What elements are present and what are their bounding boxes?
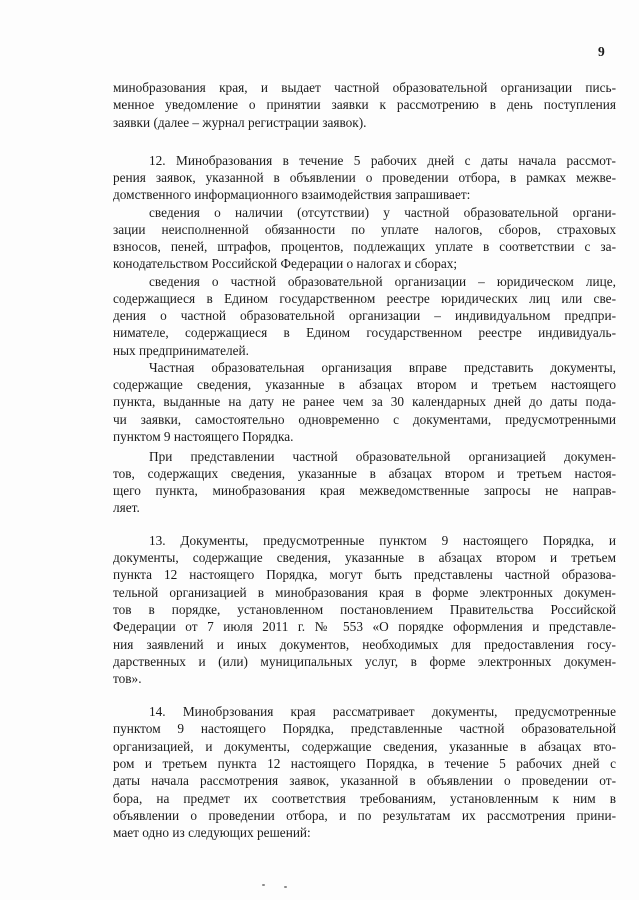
text-line: пунктом 9 настоящего Порядка. <box>113 429 294 444</box>
scan-speck <box>284 886 287 888</box>
text-line: пункта 12 настоящего Порядка, могут быть представлены частной образова- <box>113 567 616 582</box>
page-number: 9 <box>598 44 605 59</box>
text-line: ром и третьем пункта 12 настоящего Порядка, в течение 5 рабочих дней с <box>113 756 616 771</box>
text-line: конодательством Российской Федерации о налогах и сборах; <box>113 256 458 271</box>
text-line: менное уведомление о принятии заявки к рассмотрению в день поступления <box>113 97 616 112</box>
text-line: тов, содержащих сведения, указанные в абзацах втором и третьем настоя- <box>113 466 616 481</box>
text-line: сведения о частной образовательной организации – юридическом лице, <box>149 274 616 289</box>
text-line: даты начала рассмотрения заявок, указанной в объявлении о проведении от- <box>113 773 616 788</box>
text-line: пункта, выданные на дату не ранее чем за 30 календарных дней до даты пода- <box>113 394 616 409</box>
text-line: тов в порядке, установленном постановлением Правительства Российской <box>113 602 616 617</box>
text-line: 13. Документы, предусмотренные пунктом 9 настоящего Порядка, и <box>149 533 616 548</box>
text-line: объявлении о проведении отбора, и по результатам их рассмотрения прини- <box>113 808 616 823</box>
text-line: организацией, и документы, содержащие сведения, указанные в абзацах вто- <box>113 739 616 754</box>
scan-speck <box>262 884 265 886</box>
text-line: 12. Минобразования в течение 5 рабочих дней с даты начала рассмот- <box>149 153 616 168</box>
text-line: рения заявок, указанной в объявлении о проведении отбора, в рамках межве- <box>113 170 616 185</box>
text-line: Частная образовательная организация вправе представить документы, <box>149 360 616 375</box>
text-line: взносов, пеней, штрафов, процентов, подлежащих уплате в соответствии с за- <box>113 239 616 254</box>
text-line: тельной организацией в минобразования края в форме электронных докумен- <box>113 585 616 600</box>
text-line: ния заявлений и иных документов, необходимых для предоставления госу- <box>113 637 616 652</box>
text-line: щего пункта, минобразования края межведомственные запросы не направ- <box>113 483 616 498</box>
text-line: чи заявки, самостоятельно одновременно с документами, предусмотренными <box>113 412 616 427</box>
text-line: зации неисполненной обязанности по уплате налогов, сборов, страховых <box>113 222 616 237</box>
text-line: бора, на предмет их соответствия требованиям, установленным к ним в <box>113 791 616 806</box>
text-line: При представлении частной образовательной организацией докумен- <box>149 449 616 464</box>
text-line: дения о частной образовательной организации – индивидуальном предпри- <box>113 308 616 323</box>
text-line: заявки (далее – журнал регистрации заявок). <box>113 115 367 130</box>
text-line: ных предпринимателей. <box>113 343 249 358</box>
text-line: содержащие сведения, указанные в абзацах втором и третьем настоящего <box>113 377 616 392</box>
text-line: нимателе, содержащиеся в Едином государственном реестре индивидуаль- <box>113 325 616 340</box>
text-line: дарственных и (или) муниципальных услуг, в форме электронных докумен- <box>113 654 616 669</box>
text-line: содержащиеся в Едином государственном реестре юридических лиц или све- <box>113 291 616 306</box>
text-line: ляет. <box>113 500 140 515</box>
text-line: минобразования края, и выдает частной образовательной организации пись- <box>113 80 616 95</box>
text-line: домственного информационного взаимодействия запрашивает: <box>113 187 471 202</box>
text-line: тов». <box>113 671 142 686</box>
text-line: мает одно из следующих решений: <box>113 825 311 840</box>
text-line: Федерации от 7 июля 2011 г. № 553 «О порядке оформления и представле- <box>113 619 616 634</box>
text-line: 14. Минобрзования края рассматривает документы, предусмотренные <box>149 704 616 719</box>
text-line: сведения о наличии (отсутствии) у частной образовательной органи- <box>149 205 616 220</box>
text-line: документы, содержащие сведения, указанные в абзацах втором и третьем <box>113 550 616 565</box>
text-line: пунктом 9 настоящего Порядка, представленные частной образовательной <box>113 721 616 736</box>
